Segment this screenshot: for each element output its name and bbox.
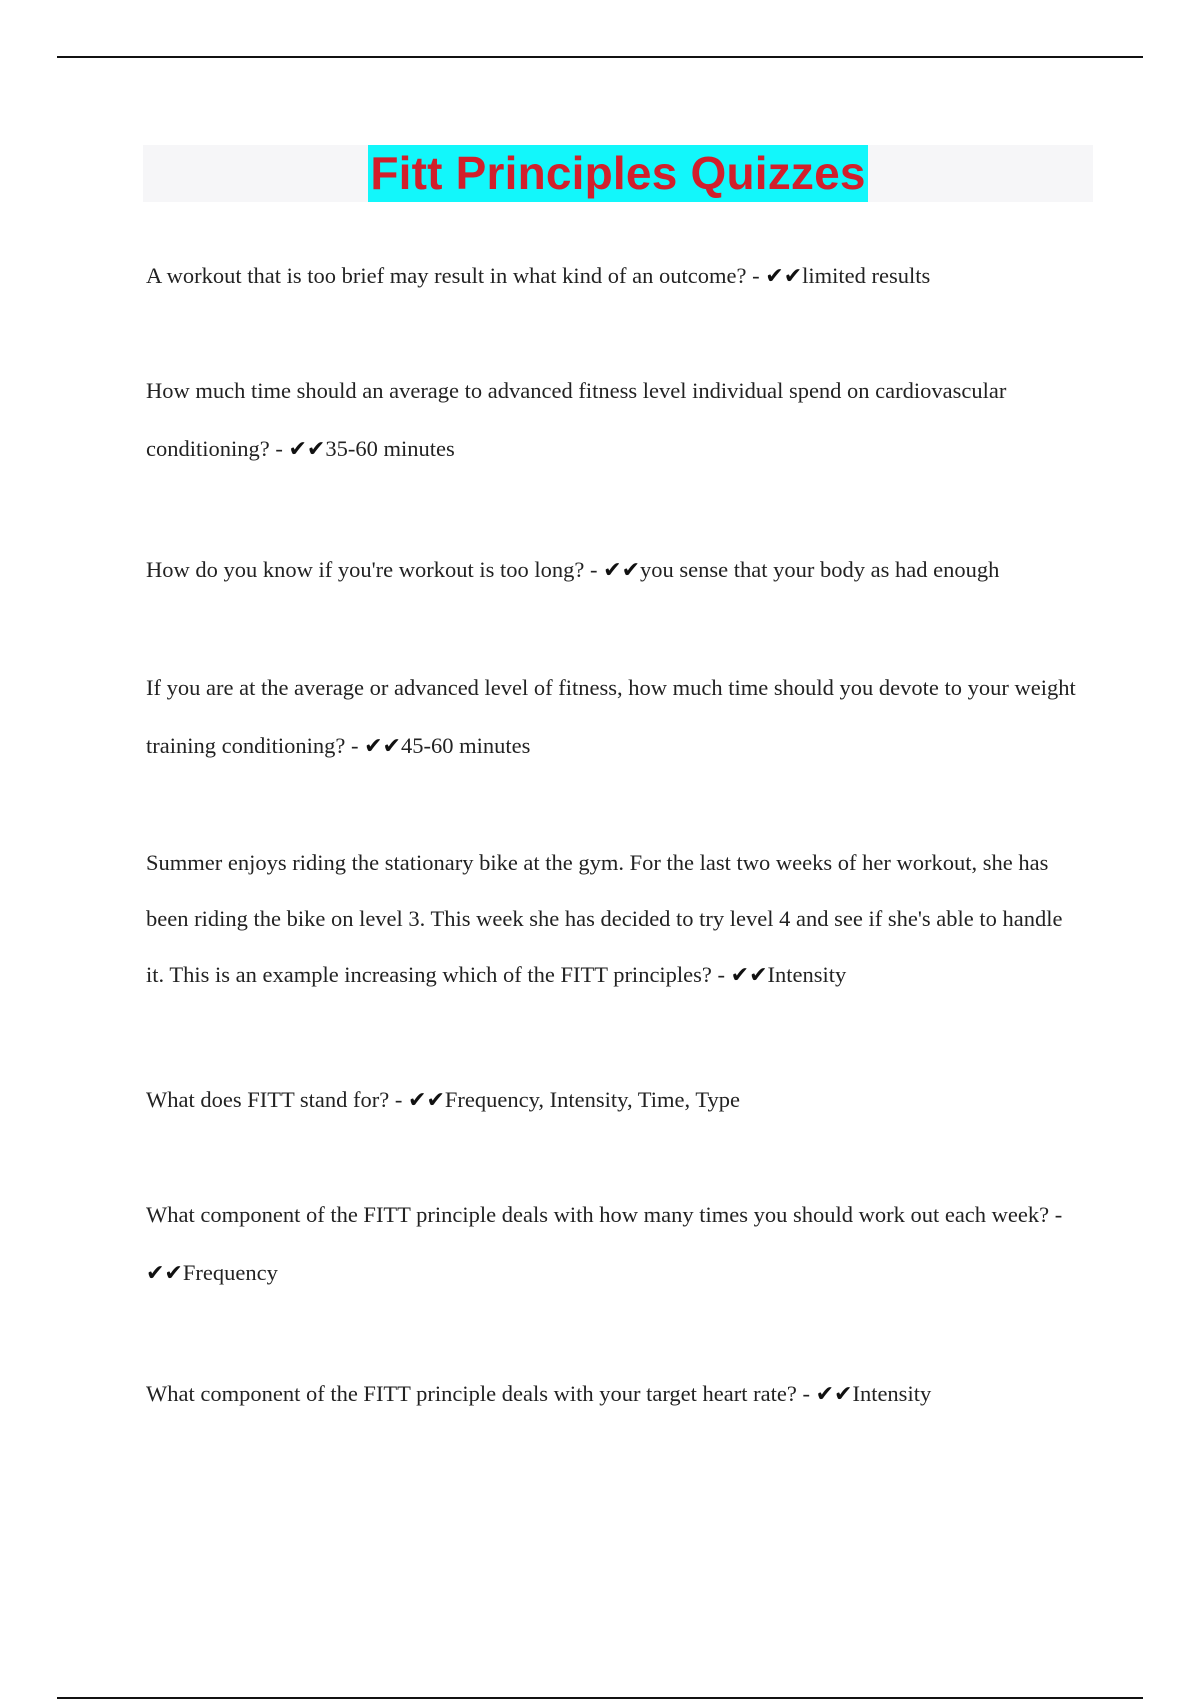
separator: - (345, 733, 365, 758)
qa-item-1 (146, 247, 1086, 306)
qa-item-3 (146, 541, 1086, 600)
double-check-icon: ✔✔ (603, 558, 641, 583)
qa-item-6 (146, 1071, 1086, 1130)
separator: - (389, 1087, 409, 1112)
top-rule (57, 56, 1143, 58)
question-text: How do you know if you're workout is too long? (146, 557, 585, 582)
double-check-icon: ✔✔ (765, 264, 803, 289)
separator: - (1049, 1202, 1063, 1227)
bottom-rule (57, 1697, 1143, 1699)
answer-text: 35-60 minutes (325, 436, 455, 461)
question-text: What does FITT stand for? (146, 1087, 390, 1112)
separator: - (711, 962, 731, 987)
double-check-icon: ✔✔ (408, 1088, 445, 1113)
qa-item-8 (146, 1365, 1086, 1424)
double-check-icon: ✔✔ (146, 1261, 183, 1286)
title-band (143, 145, 1093, 202)
question-text: How much time should an average to advanced fitness level individual spend on cardiovascular conditioning? (146, 378, 1007, 461)
question-text: What component of the FITT principle deals with your target heart rate? (146, 1381, 797, 1406)
separator: - (269, 436, 289, 461)
answer-text: Intensity (852, 1381, 932, 1406)
qa-item-4 (146, 659, 1086, 776)
question-text: What component of the FITT principle deals with how many times you should work out each week? (146, 1202, 1050, 1227)
answer-text: 45-60 minutes (400, 733, 531, 758)
answer-text: Intensity (767, 962, 847, 987)
separator: - (796, 1381, 816, 1406)
qa-item-7 (146, 1186, 1086, 1303)
double-check-icon: ✔✔ (288, 437, 326, 462)
separator: - (584, 557, 604, 582)
question-text: A workout that is too brief may result in what kind of an outcome? (146, 263, 747, 288)
qa-item-2 (146, 362, 1086, 479)
page-title: Fitt Principles Quizzes (368, 145, 867, 202)
separator: - (746, 263, 766, 288)
answer-text: Frequency, Intensity, Time, Type (444, 1087, 740, 1112)
question-text: If you are at the average or advanced level of fitness, how much time should you devote to your weight training conditioning? (146, 675, 1076, 758)
double-check-icon: ✔✔ (364, 734, 401, 759)
question-text: Summer enjoys riding the stationary bike at the gym. For the last two weeks of her workout, she has been riding the bike on level 3. This week she has decided to try level 4 and see if she's able to handle it. This is an example increasing which of the FITT principles? (146, 850, 1063, 987)
answer-text: Frequency (182, 1260, 278, 1285)
qa-item-5 (146, 835, 1086, 1004)
double-check-icon: ✔✔ (730, 963, 768, 988)
answer-text: limited results (802, 263, 931, 288)
answer-text: you sense that your body as had enough (640, 557, 1000, 582)
double-check-icon: ✔✔ (815, 1382, 853, 1407)
